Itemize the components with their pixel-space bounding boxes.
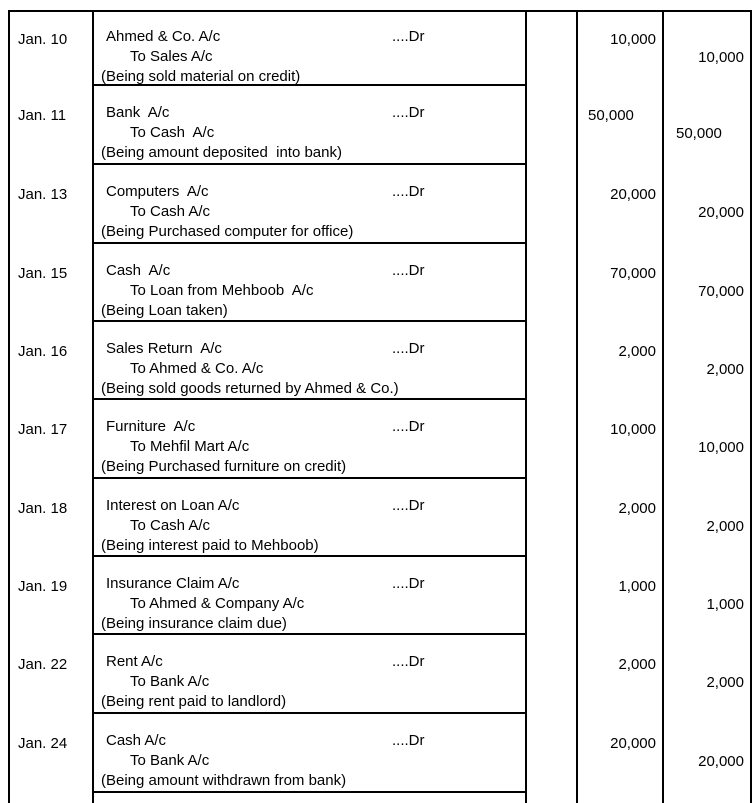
- credit-account-line: To Ahmed & Company A/c: [130, 595, 305, 612]
- journal-entry-row: [8, 10, 752, 86]
- credit-account-line: To Ahmed & Co. A/c: [130, 360, 264, 377]
- credit-account-line: To Cash A/c: [130, 124, 215, 141]
- debit-account-line: [92, 261, 527, 281]
- credit-account-line: To Mehfil Mart A/c: [130, 438, 250, 455]
- debit-amount: 2,000: [618, 343, 656, 360]
- credit-amount: 2,000: [706, 674, 744, 691]
- entry-particulars: [92, 557, 527, 635]
- narration-line: (Being Purchased furniture on credit): [101, 458, 347, 475]
- entry-particulars: [92, 714, 527, 793]
- narration-line: (Being amount withdrawn from bank): [101, 772, 347, 789]
- debit-amount: 2,000: [618, 500, 656, 517]
- credit-account-line: To Cash A/c: [130, 203, 211, 220]
- dr-label: ....Dr: [392, 104, 425, 121]
- journal-entry-row: [8, 322, 752, 400]
- debit-account: Cash A/c: [106, 262, 171, 279]
- debit-amount: 50,000: [588, 107, 634, 124]
- dr-label: ....Dr: [392, 575, 425, 592]
- credit-account-line: To Bank A/c: [130, 673, 210, 690]
- debit-account-line: [92, 417, 527, 437]
- credit-amount: 10,000: [698, 439, 744, 456]
- debit-amount: 1,000: [618, 578, 656, 595]
- debit-account-line: [92, 731, 527, 751]
- debit-account-line: [92, 496, 527, 516]
- journal-entry-row: [8, 557, 752, 635]
- journal-entry-row: [8, 714, 752, 793]
- narration-line: (Being amount deposited into bank): [101, 144, 342, 161]
- journal-entry-row: [8, 400, 752, 479]
- debit-account-line: [92, 652, 527, 672]
- entry-particulars: [92, 10, 527, 86]
- credit-amount: 50,000: [676, 125, 722, 142]
- credit-account-line: To Bank A/c: [130, 752, 210, 769]
- entry-date: Jan. 19: [18, 578, 68, 595]
- dr-label: ....Dr: [392, 653, 425, 670]
- dr-label: ....Dr: [392, 183, 425, 200]
- debit-account-line: [92, 339, 527, 359]
- journal-table: [8, 10, 752, 803]
- journal-entry-row: [8, 244, 752, 322]
- debit-amount: 2,000: [618, 656, 656, 673]
- journal-entry-row: [8, 635, 752, 714]
- entry-date: Jan. 16: [18, 343, 68, 360]
- entry-date: Jan. 15: [18, 265, 68, 282]
- debit-account-line: [92, 182, 527, 202]
- narration-line: (Being interest paid to Mehboob): [101, 537, 319, 554]
- debit-account: Insurance Claim A/c: [106, 575, 240, 592]
- credit-amount: 2,000: [706, 361, 744, 378]
- journal-rows: [8, 10, 752, 793]
- journal-entry-row: [8, 165, 752, 244]
- dr-label: ....Dr: [392, 28, 425, 45]
- credit-account-line: To Loan from Mehboob A/c: [130, 282, 314, 299]
- entry-date: Jan. 11: [18, 107, 67, 124]
- debit-account: Sales Return A/c: [106, 340, 222, 357]
- dr-label: ....Dr: [392, 418, 425, 435]
- dr-label: ....Dr: [392, 497, 425, 514]
- debit-amount: 10,000: [610, 31, 656, 48]
- debit-amount: 20,000: [610, 186, 656, 203]
- debit-account: Furniture A/c: [106, 418, 196, 435]
- narration-line: (Being Loan taken): [101, 302, 228, 319]
- debit-account-line: [92, 574, 527, 594]
- debit-amount: 70,000: [610, 265, 656, 282]
- entry-particulars: [92, 400, 527, 479]
- dr-label: ....Dr: [392, 732, 425, 749]
- dr-label: ....Dr: [392, 262, 425, 279]
- narration-line: (Being sold goods returned by Ahmed & Co.): [101, 380, 399, 397]
- credit-amount: 20,000: [698, 753, 744, 770]
- entry-date: Jan. 13: [18, 186, 68, 203]
- credit-amount: 10,000: [698, 49, 744, 66]
- credit-amount: 20,000: [698, 204, 744, 221]
- credit-amount: 2,000: [706, 518, 744, 535]
- narration-line: (Being rent paid to landlord): [101, 693, 287, 710]
- credit-amount: 1,000: [706, 596, 744, 613]
- debit-account-line: [92, 103, 527, 123]
- journal-entry-row: [8, 86, 752, 165]
- narration-line: (Being sold material on credit): [101, 68, 301, 85]
- debit-account: Interest on Loan A/c: [106, 497, 240, 514]
- entry-date: Jan. 17: [18, 421, 68, 438]
- entry-date: Jan. 10: [18, 31, 68, 48]
- narration-line: (Being insurance claim due): [101, 615, 287, 632]
- dr-label: ....Dr: [392, 340, 425, 357]
- journal-entry-row: [8, 479, 752, 557]
- debit-amount: 10,000: [610, 421, 656, 438]
- credit-account-line: To Sales A/c: [130, 48, 213, 65]
- debit-account: Rent A/c: [106, 653, 163, 670]
- entry-particulars: [92, 322, 527, 400]
- entry-particulars: [92, 165, 527, 244]
- debit-amount: 20,000: [610, 735, 656, 752]
- entry-particulars: [92, 635, 527, 714]
- debit-account: Computers A/c: [106, 183, 209, 200]
- entry-date: Jan. 24: [18, 735, 68, 752]
- debit-account: Cash A/c: [106, 732, 167, 749]
- entry-particulars: [92, 479, 527, 557]
- debit-account: Ahmed & Co. A/c: [106, 28, 221, 45]
- debit-account-line: [92, 27, 527, 47]
- credit-account-line: To Cash A/c: [130, 517, 211, 534]
- narration-line: (Being Purchased computer for office): [101, 223, 354, 240]
- entry-particulars: [92, 86, 527, 165]
- entry-date: Jan. 22: [18, 656, 68, 673]
- credit-amount: 70,000: [698, 283, 744, 300]
- entry-particulars: [92, 244, 527, 322]
- entry-date: Jan. 18: [18, 500, 68, 517]
- debit-account: Bank A/c: [106, 104, 170, 121]
